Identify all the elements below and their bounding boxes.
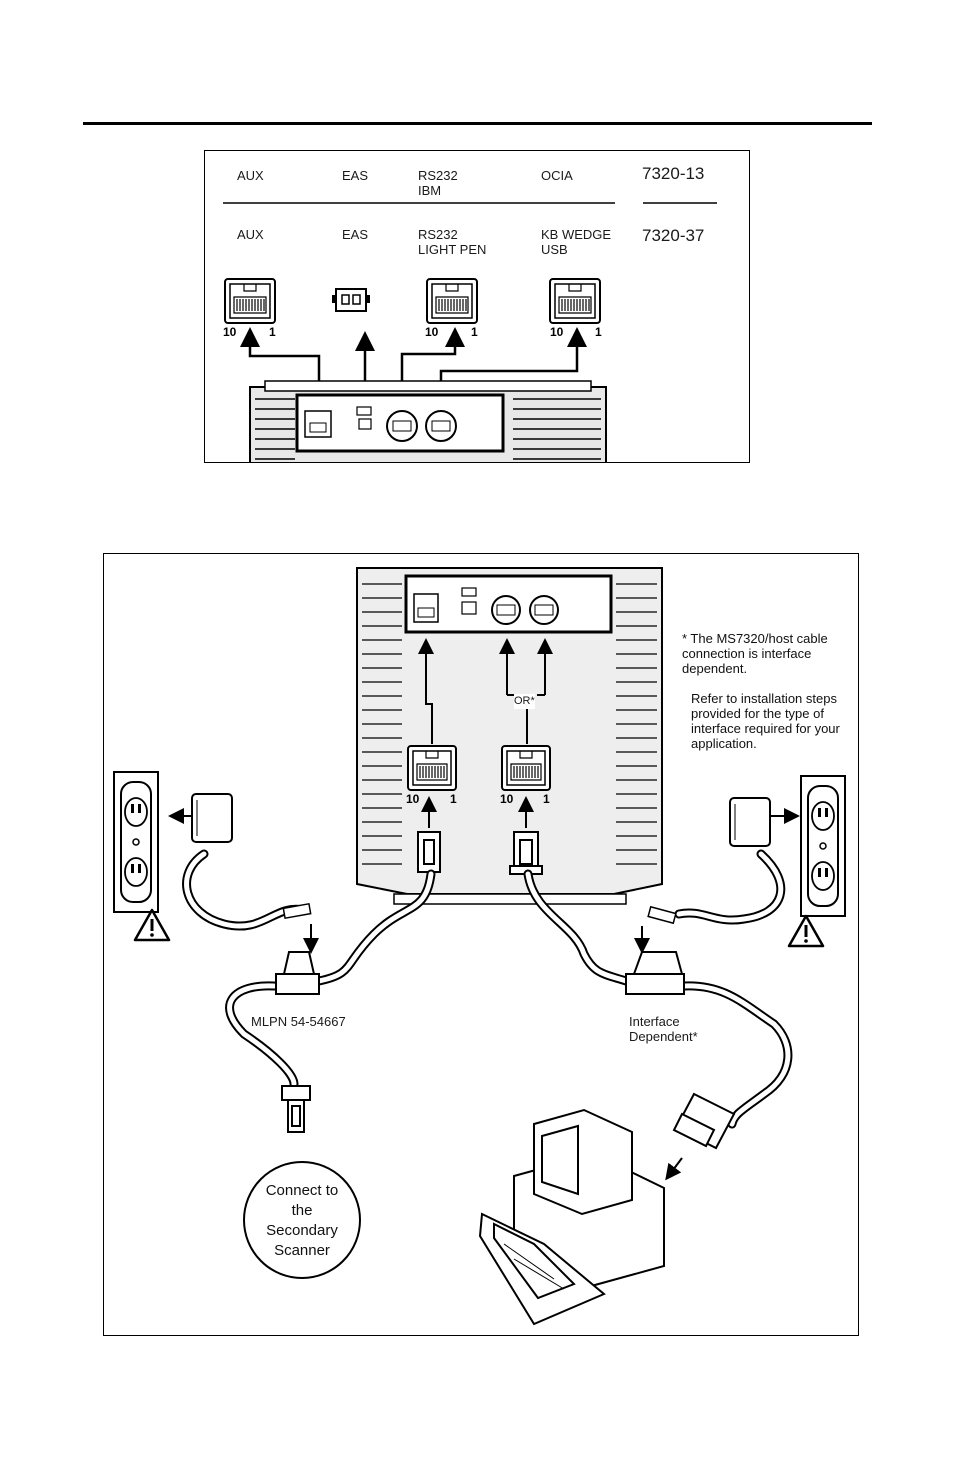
power-adapter-left-icon <box>192 794 232 842</box>
scanner-jack-right-icon <box>502 746 550 790</box>
pin-1-aux: 1 <box>269 325 276 339</box>
wall-outlet-right-icon <box>801 776 845 916</box>
splitter-left <box>276 952 319 994</box>
scanner-jack-left-icon <box>408 746 456 790</box>
or-label: OR* <box>514 695 535 707</box>
label-eas-37: EAS <box>342 227 369 242</box>
pin-1-right: 1 <box>543 792 550 806</box>
pin-10-kb: 10 <box>550 325 564 339</box>
port-labels-figure <box>204 150 750 463</box>
db9-connector-icon <box>674 1094 734 1148</box>
label-aux-37: AUX <box>237 227 264 242</box>
secondary-scanner-label: Connect to the Secondary Scanner <box>265 1182 339 1259</box>
cable-connection-figure <box>103 553 859 1336</box>
label-eas-13: EAS <box>342 168 369 183</box>
pin-1-kb: 1 <box>595 325 602 339</box>
installation-note: Refer to installation steps provided for the type of interface required for your application. <box>691 691 840 751</box>
cable-part-number: MLPN 54-54667 <box>251 1014 346 1029</box>
power-adapter-right-icon <box>730 798 770 846</box>
rs232-jack-icon <box>427 279 477 323</box>
interface-cable-label: Interface Dependent* <box>629 1014 698 1044</box>
port-labels-drawing <box>205 151 750 463</box>
pin-10-rs232: 10 <box>425 325 439 339</box>
pin-10-aux: 10 <box>223 325 237 339</box>
label-rs232-13: RS232 IBM <box>418 168 458 198</box>
scanner-body <box>357 568 662 904</box>
pin-1-rs232: 1 <box>471 325 478 339</box>
model-7320-37: 7320-37 <box>642 226 705 245</box>
header-rule <box>83 122 872 125</box>
label-ocia-13: OCIA <box>541 168 573 183</box>
pin-10-right: 10 <box>500 792 514 806</box>
splitter-right <box>626 952 684 994</box>
label-rs232-37: RS232 LIGHT PEN <box>418 227 487 257</box>
aux-jack-icon <box>225 279 275 323</box>
pin-1-left: 1 <box>450 792 457 806</box>
warning-triangle-left-icon <box>135 910 169 940</box>
model-7320-13: 7320-13 <box>642 164 705 183</box>
label-aux-13: AUX <box>237 168 264 183</box>
warning-triangle-right-icon <box>789 916 823 946</box>
wall-outlet-left-icon <box>114 772 158 912</box>
secondary-plug-icon <box>282 1086 310 1132</box>
eas-connector-icon <box>332 289 370 311</box>
pin-10-left: 10 <box>406 792 420 806</box>
scanner-back-panel <box>250 381 606 463</box>
host-computer-icon <box>480 1110 664 1324</box>
label-kb-wedge-37: KB WEDGE USB <box>541 227 612 257</box>
kb-wedge-jack-icon <box>550 279 600 323</box>
interface-note: * The MS7320/host cable connection is interface dependent. <box>682 631 828 676</box>
